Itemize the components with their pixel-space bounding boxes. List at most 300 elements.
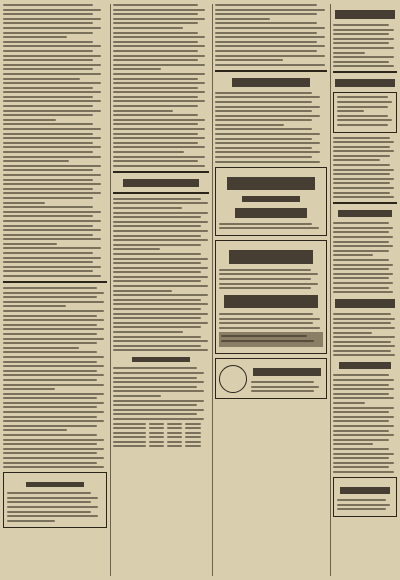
text-line <box>113 110 173 112</box>
text-line <box>113 225 201 227</box>
text-line <box>3 275 101 277</box>
text-line <box>113 349 208 351</box>
text-line <box>3 252 93 254</box>
text-line <box>3 384 104 386</box>
text-line <box>337 124 388 126</box>
text-line <box>333 47 394 49</box>
table-cell <box>113 427 146 429</box>
text-line <box>215 4 317 6</box>
text-line <box>215 128 312 130</box>
text-line <box>7 497 98 499</box>
heading <box>132 357 190 362</box>
text-line <box>215 9 325 11</box>
table-cell <box>113 432 146 434</box>
advertisement-row <box>219 362 323 395</box>
table-cell <box>185 427 200 429</box>
text-line <box>333 434 394 436</box>
text-line <box>3 156 101 158</box>
text-line <box>215 138 312 140</box>
text-line <box>333 332 372 334</box>
text-line <box>3 22 93 24</box>
text-line <box>113 68 161 70</box>
text-line <box>333 327 395 329</box>
text-line <box>3 402 104 404</box>
text-line <box>333 61 389 63</box>
text-line <box>333 159 380 161</box>
text-line <box>7 501 91 503</box>
text-line <box>113 345 201 347</box>
text-line <box>333 141 394 143</box>
text-line <box>113 271 201 273</box>
text-line <box>3 420 104 422</box>
text-line <box>113 313 208 315</box>
text-line <box>215 55 325 57</box>
advertisement-box <box>333 92 397 132</box>
text-line <box>215 133 320 135</box>
text-line <box>113 390 204 392</box>
text-line <box>215 151 320 153</box>
advertisement-box <box>215 240 327 354</box>
text-line <box>333 379 394 381</box>
text-line <box>215 18 270 20</box>
text-line <box>333 268 389 270</box>
text-line <box>333 448 389 450</box>
table-cell <box>185 432 200 434</box>
text-line <box>3 36 67 38</box>
text-line <box>333 388 394 390</box>
text-line <box>3 87 93 89</box>
text-line <box>3 59 93 61</box>
text-line <box>113 381 204 383</box>
text-line <box>333 425 394 427</box>
text-line <box>333 466 389 468</box>
text-line <box>219 269 311 271</box>
text-line <box>333 173 390 175</box>
text-line <box>333 231 389 233</box>
text-line <box>113 308 201 310</box>
text-line <box>215 45 325 47</box>
text-line <box>215 106 320 108</box>
text-line <box>333 350 391 352</box>
text-line <box>113 285 208 287</box>
text-line <box>3 68 93 70</box>
text-line <box>3 50 93 52</box>
text-line <box>333 222 389 224</box>
text-line <box>3 238 101 240</box>
text-line <box>3 287 97 289</box>
text-line <box>3 292 104 294</box>
text-line <box>3 188 93 190</box>
text-line <box>3 142 93 144</box>
text-line <box>333 236 393 238</box>
text-line <box>215 110 312 112</box>
text-line <box>3 110 101 112</box>
text-line <box>333 56 394 58</box>
text-line <box>3 151 93 153</box>
text-line <box>333 227 393 229</box>
table-cell <box>149 441 164 443</box>
text-line <box>333 322 391 324</box>
text-line <box>113 32 198 34</box>
text-line <box>3 243 57 245</box>
text-line <box>113 13 198 15</box>
text-line <box>219 318 320 320</box>
table-cell <box>113 436 146 438</box>
text-line <box>3 146 101 148</box>
text-line <box>333 345 395 347</box>
text-line <box>113 409 204 411</box>
text-line <box>3 18 101 20</box>
table-cell <box>185 445 200 447</box>
text-line <box>3 215 93 217</box>
text-line <box>215 161 320 163</box>
text-line <box>337 119 392 121</box>
text-line <box>333 318 395 320</box>
text-line <box>3 13 93 15</box>
text-line <box>333 29 394 31</box>
heading <box>253 368 321 376</box>
text-line <box>113 267 208 269</box>
text-line <box>3 114 93 116</box>
text-line <box>3 333 97 335</box>
text-line <box>113 100 205 102</box>
text-line <box>3 32 93 34</box>
text-line <box>7 511 91 513</box>
column-rule <box>110 4 111 576</box>
text-line <box>3 4 93 6</box>
text-line <box>219 223 312 225</box>
table-cell <box>149 445 164 447</box>
text-line <box>113 207 182 209</box>
text-line <box>215 156 312 158</box>
divider <box>3 281 107 283</box>
heading <box>335 299 396 308</box>
text-line <box>333 264 393 266</box>
text-line <box>333 182 390 184</box>
text-line <box>113 73 205 75</box>
text-line <box>333 146 390 148</box>
text-line <box>113 336 201 338</box>
text-line <box>3 270 93 272</box>
text-line <box>113 137 205 139</box>
text-line <box>3 416 97 418</box>
text-line <box>7 506 98 508</box>
text-line <box>3 206 93 208</box>
divider <box>113 192 209 194</box>
text-line <box>333 254 373 256</box>
divider <box>333 202 397 204</box>
text-line <box>113 340 208 342</box>
text-line <box>113 280 201 282</box>
text-line <box>113 303 208 305</box>
table-cell <box>149 436 164 438</box>
text-line <box>333 462 394 464</box>
heading <box>224 295 318 308</box>
column-4 <box>333 4 397 576</box>
text-line <box>333 341 391 343</box>
text-line <box>3 448 104 450</box>
text-line <box>333 430 389 432</box>
emblem <box>219 365 247 393</box>
text-line <box>3 64 101 66</box>
text-line <box>215 142 320 144</box>
text-line <box>333 416 394 418</box>
text-line <box>3 257 101 259</box>
text-line <box>333 457 389 459</box>
text-line <box>113 198 201 200</box>
text-line <box>113 212 208 214</box>
text-line <box>333 52 365 54</box>
text-line <box>251 386 319 388</box>
text-line <box>3 247 101 249</box>
text-line <box>337 106 388 108</box>
text-line <box>113 377 197 379</box>
text-line <box>113 96 198 98</box>
table-cell <box>113 441 146 443</box>
table-cell <box>167 445 182 447</box>
heading <box>229 250 312 264</box>
text-line <box>215 41 317 43</box>
table-row <box>113 427 209 429</box>
text-line <box>3 119 56 121</box>
text-line <box>3 315 97 317</box>
heading <box>227 177 315 190</box>
text-line <box>113 244 201 246</box>
text-line <box>215 36 325 38</box>
text-line <box>333 42 389 44</box>
text-line <box>113 151 184 153</box>
text-line <box>113 160 198 162</box>
column-2 <box>113 4 209 576</box>
text-line <box>113 216 201 218</box>
text-line <box>3 338 104 340</box>
table-row <box>113 445 209 447</box>
text-line <box>113 128 205 130</box>
text-line <box>3 96 93 98</box>
advertisement-box <box>3 472 107 528</box>
text-line <box>113 91 205 93</box>
text-line <box>7 492 91 494</box>
text-line <box>3 301 104 303</box>
text-line <box>3 27 101 29</box>
divider <box>333 71 397 73</box>
table-cell <box>185 441 200 443</box>
text-line <box>113 221 208 223</box>
table-cell <box>149 423 164 425</box>
text-line <box>3 82 101 84</box>
dark-band <box>219 332 323 347</box>
text-line <box>3 128 101 130</box>
text-line <box>113 386 197 388</box>
text-line <box>113 142 198 144</box>
text-line <box>215 92 312 94</box>
heading <box>335 10 396 19</box>
text-line <box>113 299 201 301</box>
text-line <box>333 178 394 180</box>
text-line <box>113 413 197 415</box>
text-line <box>3 78 80 80</box>
text-line <box>333 291 393 293</box>
text-line <box>333 192 390 194</box>
heading <box>235 208 308 218</box>
text-line <box>215 27 325 29</box>
text-line <box>113 290 172 292</box>
text-line <box>333 277 389 279</box>
text-line <box>3 179 93 181</box>
text-line <box>333 38 394 40</box>
text-line <box>113 22 198 24</box>
text-line <box>113 418 204 420</box>
table-cell <box>167 427 182 429</box>
text-line <box>113 123 198 125</box>
text-line <box>333 420 389 422</box>
text-line <box>3 429 67 431</box>
advertisement-box <box>215 167 327 236</box>
text-line <box>113 9 205 11</box>
text-line <box>3 351 97 353</box>
text-line <box>113 400 204 402</box>
text-line <box>333 137 390 139</box>
text-line <box>3 356 104 358</box>
text-line <box>333 453 394 455</box>
text-line <box>3 133 93 135</box>
heading <box>338 210 392 217</box>
text-line <box>3 137 101 139</box>
text-line <box>3 439 104 441</box>
text-line <box>113 156 205 158</box>
text-line <box>3 100 101 102</box>
table-row <box>113 436 209 438</box>
text-line <box>333 245 393 247</box>
text-line <box>113 276 208 278</box>
text-line <box>3 197 93 199</box>
text-line <box>3 361 97 363</box>
table-cell <box>167 423 182 425</box>
text-line <box>113 165 205 167</box>
table-cell <box>185 436 200 438</box>
text-line <box>3 324 97 326</box>
text-line <box>113 41 198 43</box>
text-line <box>113 230 208 232</box>
text-line <box>113 133 198 135</box>
text-line <box>333 336 395 338</box>
text-line <box>3 397 97 399</box>
text-line <box>3 220 101 222</box>
text-line <box>215 22 317 24</box>
text-line <box>215 96 320 98</box>
text-line <box>3 123 93 125</box>
column-1 <box>3 4 107 576</box>
text-line <box>251 381 314 383</box>
text-line <box>113 27 183 29</box>
text-line <box>3 229 101 231</box>
text-line <box>3 234 93 236</box>
text-line <box>113 262 201 264</box>
text-line <box>219 327 320 329</box>
text-line <box>3 192 101 194</box>
text-line <box>333 287 389 289</box>
text-line <box>113 146 205 148</box>
text-line <box>3 169 93 171</box>
text-line <box>333 164 390 166</box>
text-line <box>3 183 101 185</box>
text-line <box>333 24 389 26</box>
text-line <box>3 328 104 330</box>
text-line <box>3 319 104 321</box>
text-line <box>333 397 394 399</box>
table-row <box>113 432 209 434</box>
text-line <box>215 119 312 121</box>
text-line <box>215 115 320 117</box>
text-line <box>215 64 325 66</box>
table-row <box>113 423 209 425</box>
text-line <box>215 50 317 52</box>
text-line <box>251 390 314 392</box>
text-line <box>113 64 205 66</box>
table-cell <box>185 423 200 425</box>
text-line <box>219 227 319 229</box>
text-line <box>3 91 101 93</box>
text-line <box>3 266 101 268</box>
text-line <box>3 41 93 43</box>
table-cell <box>149 427 164 429</box>
heading <box>335 79 396 87</box>
text-line <box>215 32 317 34</box>
heading <box>232 78 310 87</box>
text-line <box>113 50 198 52</box>
text-line <box>219 313 313 315</box>
text-line <box>333 354 395 356</box>
text-line <box>337 101 392 103</box>
text-line <box>3 296 97 298</box>
table-cell <box>167 441 182 443</box>
text-line <box>3 370 97 372</box>
text-line <box>3 165 101 167</box>
text-line <box>215 59 283 61</box>
text-line <box>3 105 93 107</box>
text-line <box>113 404 197 406</box>
text-line <box>333 241 389 243</box>
text-line <box>333 313 391 315</box>
text-line <box>113 239 208 241</box>
text-line <box>3 9 101 11</box>
text-line <box>337 499 386 501</box>
column-rule <box>330 4 331 576</box>
text-line <box>215 13 317 15</box>
text-line <box>333 384 389 386</box>
heading <box>123 179 200 187</box>
text-line <box>3 342 97 344</box>
text-line <box>113 36 205 38</box>
text-line <box>113 248 160 250</box>
text-line <box>219 273 318 275</box>
text-line <box>3 443 97 445</box>
divider <box>215 70 327 72</box>
text-line <box>3 202 45 204</box>
text-line <box>219 322 313 324</box>
table-cell <box>167 436 182 438</box>
text-line <box>3 261 93 263</box>
column-3 <box>215 4 327 576</box>
text-line <box>333 273 393 275</box>
text-line <box>3 425 97 427</box>
text-line <box>221 340 314 342</box>
text-line <box>3 452 97 454</box>
text-line <box>219 278 311 280</box>
advertisement-text <box>251 362 323 395</box>
text-line <box>333 393 389 395</box>
text-line <box>113 294 208 296</box>
